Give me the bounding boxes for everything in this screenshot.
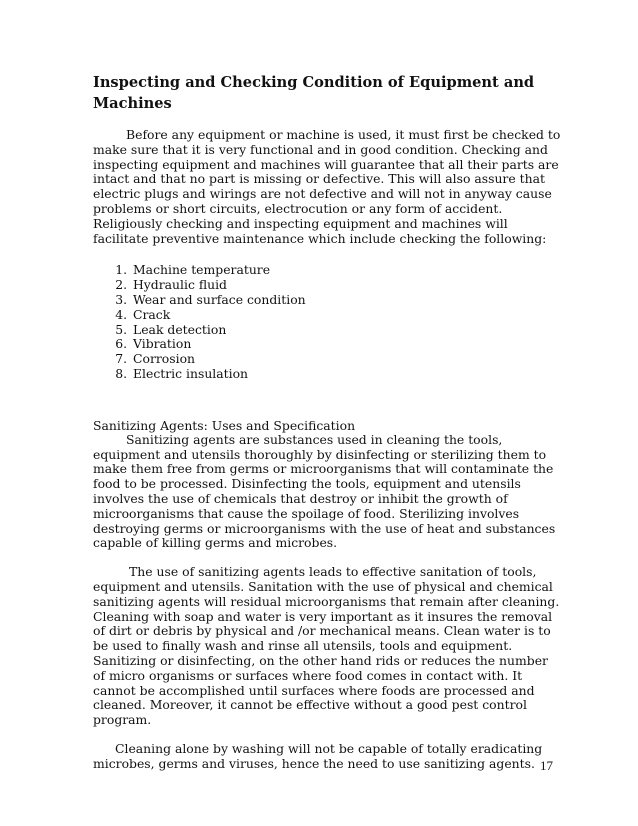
paragraph: Sanitizing agents are substances used in cleaning the tools, equipment and utensils thoroughly by disinfecting or sterilizing them to make them free from germs or microorganisms that will contaminate the food to be processed. Disinfecting the tools, equipment and utensils involves the use of chemicals that destroy or inhibit the growth of microorganisms that cause the spoilage of food. Sterilizing involves destroying germs or microorganisms with the use of heat and substances capable of killing germs and microbes. <box>93 431 556 551</box>
page-number: 17 <box>540 758 553 773</box>
list-item: 5. Leak detection <box>131 323 563 338</box>
list-item: 8. Electric insulation <box>131 367 563 382</box>
paragraph: The use of sanitizing agents leads to effective sanitation of tools, equipment and utensils. Sanitation with the use of physical and chemical sanitizing agents will residual microorganisms that remain after cleaning. Cleaning with soap and water is very important as it insures the removal of dirt or debris by physical and /or mechanical means. Clean water is to be used to finally wash and rinse all utensils, tools and equipment. Sanitizing or disinfecting, on the other hand rids or reduces the number of micro organisms or surfaces where food comes in contact with. It cannot be accomplished until surfaces where foods are processed and cleaned. Moreover, it cannot be effective without a good pest control program. <box>93 564 560 728</box>
intro-paragraph: Before any equipment or machine is used, it must first be checked to make sure that it is very functional and in good condition. Checking and inspecting equipment and machines will guarantee that all their parts are intact and that no part is missing or defective. This will also assure that electric plugs and wirings are not defective and will not in anyway cause problems or short circuits, electrocution or any form of accident. Religiously checking and inspecting equipment and machines will facilitate preventive maintenance which include checking the following: <box>93 127 561 246</box>
checklist <box>93 263 563 381</box>
list-item: 2. Hydraulic fluid <box>131 278 563 293</box>
paragraph: Cleaning alone by washing will not be capable of totally eradicating microbes, germs and viruses, hence the need to use sanitizing agents. <box>93 740 543 771</box>
section-heading: Inspecting and Checking Condition of Equipment and Machines <box>93 74 535 112</box>
subsection-title: Sanitizing Agents: Uses and Specification <box>93 417 356 433</box>
list-item: 4. Crack <box>131 308 563 323</box>
list-item: 6. Vibration <box>131 337 563 352</box>
list-item: 1. Machine temperature <box>131 263 563 278</box>
page-content <box>93 72 563 771</box>
list-item: 7. Corrosion <box>131 352 563 367</box>
list-item: 3. Wear and surface condition <box>131 293 563 308</box>
